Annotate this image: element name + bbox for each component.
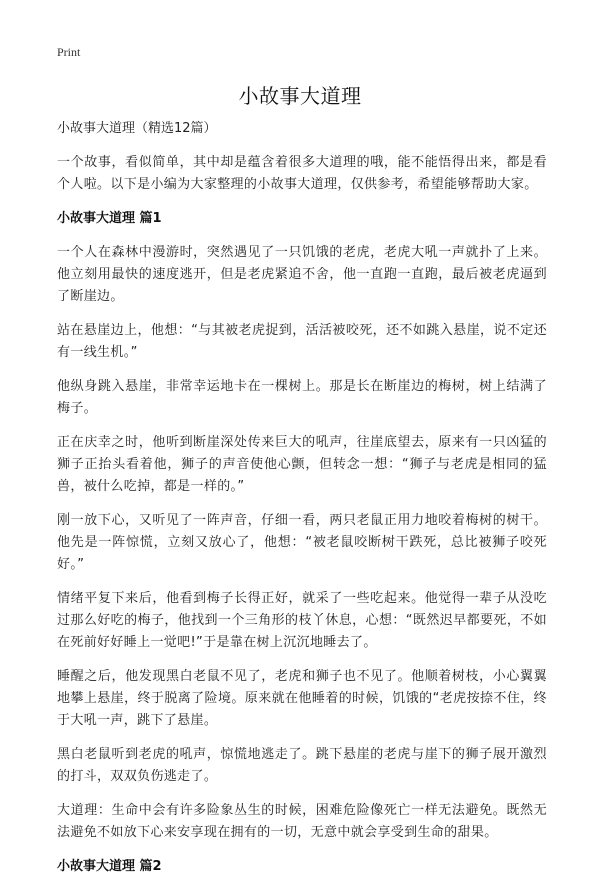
story-paragraph: 情绪平复下来后，他看到梅子长得正好，就采了一些吃起来。他觉得一辈子从没吃过那么好吃的梅子，他找到一个三角形的枝丫休息，心想：“既然迟早都要死，不如在死前好好睡上一觉吧!”于是靠在树上沉沉地睡去了。 — [57, 591, 547, 650]
page-title: 小故事大道理 — [238, 84, 362, 108]
moral-paragraph: 大道理：生命中会有许多险象丛生的时候，困难危险像死亡一样无法避免。既然无法避免不如放下心来安享现在拥有的一切，无意中就会享受到生命的甜果。 — [57, 803, 547, 840]
story-paragraph: 睡醒之后，他发现黑白老鼠不见了，老虎和狮子也不见了。他顺着树枝，小心翼翼地攀上悬崖，终于脱离了险境。原来就在他睡着的时候，饥饿的“老虎按捺不住，终于大吼一声，跳下了悬崖。 — [57, 669, 547, 728]
story-paragraph: 正在庆幸之时，他听到断崖深处传来巨大的吼声，往崖底望去，原来有一只凶猛的狮子正抬头看着他，狮子的声音使他心颤，但转念一想：“狮子与老虎是相同的猛兽，被什么吃掉，都是一样的。” — [57, 435, 547, 494]
story-paragraph: 一个人在森林中漫游时，突然遇见了一只饥饿的老虎，老虎大吼一声就扑了上来。他立刻用最快的速度逃开，但是老虎紧追不舍，他一直跑一直跑，最后被老虎逼到了断崖边。 — [57, 245, 547, 304]
print-link[interactable]: Print — [57, 45, 81, 59]
document-body — [57, 118, 547, 890]
document-subtitle: 小故事大道理（精选12篇） — [57, 121, 217, 136]
section-heading: 小故事大道理 篇2 — [57, 859, 162, 874]
intro-paragraph: 一个故事，看似简单，其中却是蕴含着很多大道理的哦，能不能悟得出来，都是看个人啦。以下是小编为大家整理的小故事大道理，仅供参考，希望能够帮助大家。 — [57, 155, 547, 192]
story-paragraph: 站在悬崖边上，他想：“与其被老虎捉到，活活被咬死，还不如跳入悬崖，说不定还有一线生机。” — [57, 323, 547, 360]
story-paragraph: 刚一放下心，又听见了一阵声音，仔细一看，两只老鼠正用力地咬着梅树的树干。他先是一阵惊慌，立刻又放心了，他想：“被老鼠咬断树干跌死，总比被狮子咬死好。” — [57, 513, 547, 572]
section-heading: 小故事大道理 篇1 — [57, 211, 162, 226]
story-paragraph: 黑白老鼠听到老虎的吼声，惊慌地逃走了。跳下悬崖的老虎与崖下的狮子展开激烈的打斗，双双负伤逃走了。 — [57, 747, 547, 784]
story-paragraph: 他纵身跳入悬崖，非常幸运地卡在一棵树上。那是长在断崖边的梅树，树上结满了梅子。 — [57, 379, 547, 416]
